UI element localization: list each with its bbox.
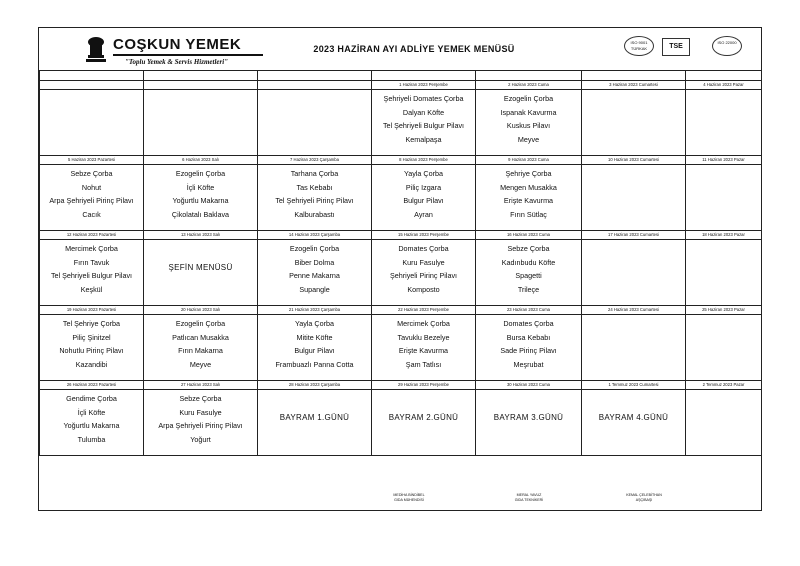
signature-1 bbox=[369, 493, 449, 503]
brand-logo bbox=[85, 34, 275, 68]
day-cell bbox=[40, 381, 144, 456]
day-menu bbox=[40, 315, 143, 371]
day-date: 21 Haziran 2023 Çarşamba bbox=[258, 306, 371, 315]
menu-item: Spagetti bbox=[515, 271, 542, 280]
day-cell bbox=[476, 231, 582, 306]
menu-item: Ayran bbox=[414, 209, 433, 219]
day-special-label: BAYRAM 3.GÜNÜ bbox=[493, 413, 564, 422]
day-menu bbox=[144, 390, 257, 446]
menu-item: Yoğurtlu Makarna bbox=[172, 196, 229, 205]
day-date: 7 Haziran 2023 Çarşamba bbox=[258, 156, 371, 165]
menu-item: Ispanak Kavurma bbox=[500, 107, 557, 117]
menu-item: Sade Pirinç Pilavı bbox=[500, 346, 557, 355]
menu-item: Kuru Fasulye bbox=[179, 407, 222, 417]
menu-item: Keşkül bbox=[80, 284, 103, 294]
menu-item: Nohut bbox=[81, 182, 102, 192]
menu-item: Fırın Makarna bbox=[178, 346, 223, 355]
menu-item: Sebze Çorba bbox=[179, 394, 222, 403]
day-menu bbox=[582, 315, 685, 317]
menu-page bbox=[38, 27, 762, 511]
menu-item: Fırın Sütlaç bbox=[510, 209, 547, 219]
day-menu bbox=[258, 240, 371, 296]
menu-item: Bulgur Pilavı bbox=[403, 196, 444, 205]
day-date: 22 Haziran 2023 Perşembe bbox=[372, 306, 475, 315]
day-cell bbox=[686, 381, 762, 456]
day-menu bbox=[372, 390, 475, 422]
menu-item: Kemalpaşa bbox=[405, 134, 442, 144]
menu-item: Tel Şehriyeli Pirinç Pilavı bbox=[275, 196, 354, 205]
signature-3 bbox=[604, 493, 684, 503]
day-menu bbox=[686, 390, 761, 392]
week-row bbox=[40, 381, 762, 456]
menu-item: Kazandibi bbox=[75, 359, 108, 369]
certification-badges bbox=[604, 36, 754, 66]
day-date: 29 Haziran 2023 Perşembe bbox=[372, 381, 475, 390]
menu-item: Gendime Çorba bbox=[66, 394, 117, 403]
day-date: 19 Haziran 2023 Pazartesi bbox=[40, 306, 143, 315]
day-date: 30 Haziran 2023 Cuma bbox=[476, 381, 581, 390]
day-date: 20 Haziran 2023 Salı bbox=[144, 306, 257, 315]
day-cell bbox=[144, 306, 258, 381]
chef-hat-icon bbox=[85, 36, 107, 64]
day-menu bbox=[258, 315, 371, 371]
menu-item: Şehriyeli Domates Çorba bbox=[383, 94, 464, 103]
day-menu bbox=[372, 240, 475, 296]
menu-item: Meşrubat bbox=[513, 359, 544, 369]
day-cell bbox=[258, 306, 372, 381]
day-date: 5 Haziran 2023 Pazartesi bbox=[40, 156, 143, 165]
day-date: 27 Haziran 2023 Salı bbox=[144, 381, 257, 390]
day-menu bbox=[372, 90, 475, 146]
day-special-label: BAYRAM 4.GÜNÜ bbox=[598, 413, 669, 422]
day-menu bbox=[476, 315, 581, 371]
day-date: 14 Haziran 2023 Çarşamba bbox=[258, 231, 371, 240]
day-menu bbox=[40, 390, 143, 446]
menu-item: Tel Şehriye Çorba bbox=[62, 319, 121, 328]
day-menu bbox=[686, 165, 761, 167]
signature-role: GIDA MÜHENDİSİ bbox=[394, 498, 424, 502]
day-menu bbox=[258, 390, 371, 422]
signature-role: AŞÇIBAŞI bbox=[635, 498, 653, 502]
day-date: 1 Haziran 2023 Perşembe bbox=[372, 81, 475, 90]
menu-item: Çikolatalı Baklava bbox=[171, 209, 230, 219]
day-special-label: BAYRAM 2.GÜNÜ bbox=[388, 413, 459, 422]
signature-name: MERAL YAVUZ bbox=[516, 493, 542, 497]
menu-item: Ezogelin Çorba bbox=[289, 244, 340, 253]
week-row bbox=[40, 306, 762, 381]
page-title: 2023 HAZİRAN AYI ADLİYE YEMEK MENÜSÜ bbox=[313, 44, 515, 54]
day-menu bbox=[258, 90, 371, 92]
brand-tagline: "Toplu Yemek & Servis Hizmetleri" bbox=[125, 58, 229, 66]
menu-item: Patlıcan Musakka bbox=[172, 332, 229, 342]
day-menu bbox=[40, 165, 143, 221]
day-date: 1 Temmuz 2023 Cumartesi bbox=[582, 381, 685, 390]
menu-item: Piliç Şinitzel bbox=[72, 332, 111, 342]
signature-name: KEMAL ÇELEBİTHAN bbox=[626, 493, 662, 497]
day-date: 25 Haziran 2023 Pazar bbox=[686, 306, 761, 315]
menu-item: Sebze Çorba bbox=[507, 244, 550, 253]
menu-item: Frambuazlı Panna Cotta bbox=[275, 359, 354, 369]
menu-item: Domates Çorba bbox=[398, 244, 449, 253]
menu-calendar bbox=[39, 70, 762, 456]
signature-name: MEDİHA BİNDİBEL bbox=[393, 493, 425, 497]
menu-item: Kuru Fasulye bbox=[402, 257, 445, 267]
day-date: 3 Haziran 2023 Cumartesi bbox=[582, 81, 685, 90]
signature-2 bbox=[489, 493, 569, 503]
day-date: 12 Haziran 2023 Pazartesi bbox=[40, 231, 143, 240]
menu-item: Kalburabastı bbox=[294, 209, 335, 219]
menu-item: Şam Tatlısı bbox=[405, 359, 442, 369]
menu-item: Supangle bbox=[299, 284, 330, 294]
day-menu bbox=[582, 90, 685, 92]
day-menu bbox=[686, 315, 761, 317]
day-menu bbox=[476, 165, 581, 221]
menu-item: Piliç Izgara bbox=[405, 182, 442, 192]
day-cell bbox=[144, 156, 258, 231]
menu-item: Komposto bbox=[407, 284, 440, 294]
menu-item: Tel Şehriyeli Bulgur Pilavı bbox=[382, 121, 465, 130]
day-date: 10 Haziran 2023 Cumartesi bbox=[582, 156, 685, 165]
tse-badge: TSE bbox=[662, 38, 690, 56]
day-date: 11 Haziran 2023 Pazar bbox=[686, 156, 761, 165]
menu-item: Mercimek Çorba bbox=[397, 319, 450, 328]
menu-item: Erişte Kavurma bbox=[398, 346, 449, 355]
menu-item: Şehriyeli Pirinç Pilavı bbox=[389, 271, 458, 280]
day-cell bbox=[144, 381, 258, 456]
day-cell bbox=[686, 306, 762, 381]
menu-item: Mercimek Çorba bbox=[65, 244, 118, 253]
menu-item: Meyve bbox=[189, 359, 212, 369]
menu-item: Dalyan Köfte bbox=[402, 107, 445, 117]
menu-item: Yoğurt bbox=[190, 434, 211, 444]
day-date bbox=[258, 81, 371, 90]
day-cell bbox=[144, 231, 258, 306]
day-menu bbox=[476, 390, 581, 422]
menu-item: Tarhana Çorba bbox=[290, 169, 339, 178]
day-cell bbox=[476, 156, 582, 231]
day-cell bbox=[582, 231, 686, 306]
calendar-spacer-row bbox=[40, 71, 762, 81]
day-cell bbox=[582, 156, 686, 231]
day-date: 17 Haziran 2023 Cumartesi bbox=[582, 231, 685, 240]
menu-item: Tas Kebabı bbox=[296, 182, 333, 192]
day-menu bbox=[476, 90, 581, 146]
day-cell bbox=[40, 306, 144, 381]
day-date: 24 Haziran 2023 Cumartesi bbox=[582, 306, 685, 315]
day-menu bbox=[372, 165, 475, 221]
day-cell bbox=[476, 306, 582, 381]
menu-item: Biber Dolma bbox=[294, 257, 335, 267]
menu-item: Cacık bbox=[82, 209, 101, 219]
day-date: 2 Haziran 2023 Cuma bbox=[476, 81, 581, 90]
day-cell bbox=[686, 81, 762, 156]
menu-item: Trileçe bbox=[517, 284, 540, 294]
day-menu bbox=[40, 240, 143, 296]
signature-role: GIDA TEKNİKERİ bbox=[514, 498, 544, 502]
day-menu bbox=[686, 90, 761, 92]
menu-item: Tulumba bbox=[77, 434, 106, 444]
day-cell bbox=[144, 81, 258, 156]
menu-item: Domates Çorba bbox=[503, 319, 554, 328]
day-date: 13 Haziran 2023 Salı bbox=[144, 231, 257, 240]
menu-item: Şehriye Çorba bbox=[505, 169, 552, 178]
menu-item: Mitite Köfte bbox=[296, 332, 333, 342]
menu-item: Erişte Kavurma bbox=[503, 196, 554, 205]
day-cell bbox=[372, 306, 476, 381]
menu-item: Ezogelin Çorba bbox=[175, 169, 226, 178]
menu-item: Tel Şehriyeli Bulgur Pilavı bbox=[50, 271, 133, 280]
day-cell bbox=[582, 381, 686, 456]
menu-item: Sebze Çorba bbox=[70, 169, 113, 178]
menu-item: Ezogelin Çorba bbox=[175, 319, 226, 328]
cert-badge-right: ISO 22000 bbox=[712, 36, 742, 56]
day-date: 15 Haziran 2023 Perşembe bbox=[372, 231, 475, 240]
week-row bbox=[40, 231, 762, 306]
day-date: 2 Temmuz 2023 Pazar bbox=[686, 381, 761, 390]
day-cell bbox=[40, 81, 144, 156]
day-menu bbox=[258, 165, 371, 221]
day-cell bbox=[476, 81, 582, 156]
day-cell bbox=[686, 156, 762, 231]
day-menu bbox=[372, 315, 475, 371]
day-date: 18 Haziran 2023 Pazar bbox=[686, 231, 761, 240]
day-cell bbox=[582, 306, 686, 381]
day-cell bbox=[372, 81, 476, 156]
day-date: 26 Haziran 2023 Pazartesi bbox=[40, 381, 143, 390]
day-date: 16 Haziran 2023 Cuma bbox=[476, 231, 581, 240]
menu-item: Arpa Şehriyeli Pirinç Pilavı bbox=[49, 196, 134, 205]
day-date: 9 Haziran 2023 Cuma bbox=[476, 156, 581, 165]
menu-item: Arpa Şehriyeli Pirinç Pilavı bbox=[158, 421, 243, 430]
day-date: 28 Haziran 2023 Çarşamba bbox=[258, 381, 371, 390]
day-cell bbox=[40, 231, 144, 306]
day-menu bbox=[582, 165, 685, 167]
day-cell bbox=[258, 231, 372, 306]
menu-item: Fırın Tavuk bbox=[73, 257, 110, 267]
day-menu bbox=[144, 165, 257, 221]
menu-item: Bulgur Pilavı bbox=[294, 346, 335, 355]
menu-item: Mengen Musakka bbox=[500, 182, 557, 192]
day-menu bbox=[582, 240, 685, 242]
day-date: 23 Haziran 2023 Cuma bbox=[476, 306, 581, 315]
day-menu bbox=[144, 90, 257, 92]
day-menu bbox=[582, 390, 685, 422]
menu-item: Tavuklu Bezelye bbox=[397, 332, 450, 342]
menu-item: Ezogelin Çorba bbox=[503, 94, 554, 103]
week-row bbox=[40, 81, 762, 156]
menu-item: Kuskus Pilavı bbox=[506, 121, 551, 130]
menu-item: Kadınbudu Köfte bbox=[501, 257, 556, 267]
day-menu bbox=[686, 240, 761, 242]
day-cell bbox=[372, 156, 476, 231]
day-cell bbox=[258, 156, 372, 231]
day-menu bbox=[40, 90, 143, 92]
menu-item: Meyve bbox=[517, 134, 540, 144]
menu-item: Bursa Kebabı bbox=[506, 332, 551, 342]
day-special-label: ŞEFİN MENÜSÜ bbox=[168, 263, 233, 272]
day-date bbox=[40, 81, 143, 90]
menu-item: İçli Köfte bbox=[186, 182, 215, 192]
day-cell bbox=[372, 381, 476, 456]
day-special-label: BAYRAM 1.GÜNÜ bbox=[279, 413, 350, 422]
day-date: 6 Haziran 2023 Salı bbox=[144, 156, 257, 165]
day-cell bbox=[258, 81, 372, 156]
menu-item: Yayla Çorba bbox=[403, 169, 444, 178]
menu-item: Nohutlu Pirinç Pilavı bbox=[59, 346, 124, 355]
day-cell bbox=[686, 231, 762, 306]
menu-item: Penne Makarna bbox=[289, 271, 340, 280]
menu-item: Yayla Çorba bbox=[294, 319, 335, 328]
day-menu bbox=[476, 240, 581, 296]
day-menu bbox=[144, 240, 257, 272]
day-date bbox=[144, 81, 257, 90]
day-date: 8 Haziran 2023 Perşembe bbox=[372, 156, 475, 165]
menu-item: İçli Köfte bbox=[77, 407, 106, 417]
brand-name: COŞKUN YEMEK bbox=[113, 36, 242, 53]
day-cell bbox=[40, 156, 144, 231]
cert-badge-left: ISO 9001 TÜRKAK bbox=[624, 36, 654, 56]
day-cell bbox=[476, 381, 582, 456]
signature-area bbox=[39, 483, 761, 511]
day-date: 4 Haziran 2023 Pazar bbox=[686, 81, 761, 90]
day-cell bbox=[582, 81, 686, 156]
day-menu bbox=[144, 315, 257, 371]
day-cell bbox=[258, 381, 372, 456]
menu-item: Yoğurtlu Makarna bbox=[63, 421, 120, 430]
header bbox=[39, 28, 761, 70]
week-row bbox=[40, 156, 762, 231]
day-cell bbox=[372, 231, 476, 306]
brand-underline bbox=[113, 54, 263, 56]
